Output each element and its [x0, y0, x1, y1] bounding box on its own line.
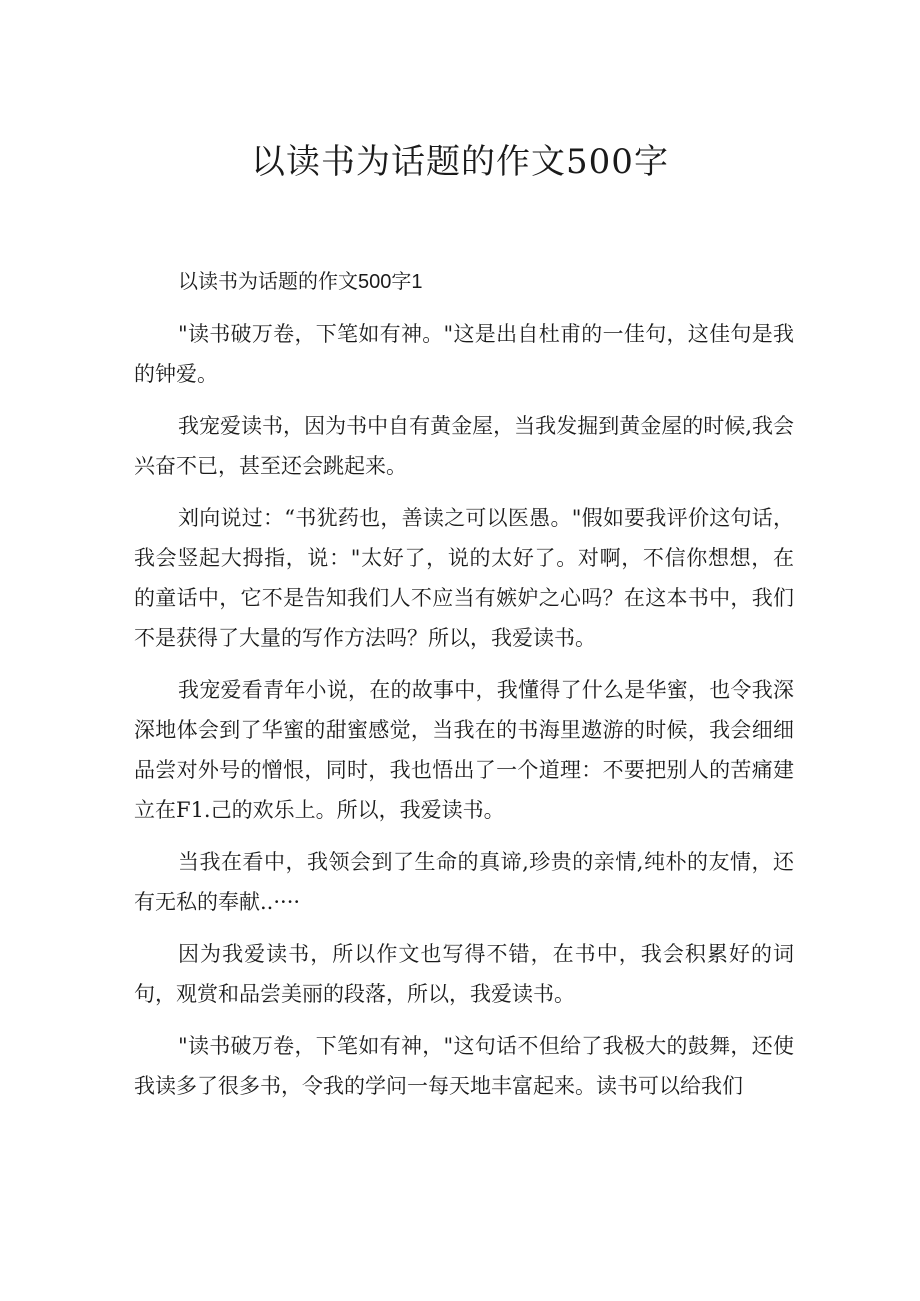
section-subtitle: 以读书为话题的作文500字1: [178, 271, 423, 293]
paragraph: 刘向说过：“书犹药也，善读之可以医愚。"假如要我评价这句话，我会竖起大拇指，说："太好了，说的太好了。对啊，不信你想想，在的童话中，它不是告知我们人不应当有嫉妒之心吗？在这本书中，我们不是获得了大量的写作方法吗？所以，我爱读书。: [134, 506, 794, 650]
paragraph: 我宠爱读书，因为书中自有黄金屋，当我发掘到黄金屋的时候,我会兴奋不已，甚至还会跳起来。: [134, 414, 794, 478]
paragraph: "读书破万卷，下笔如有神，"这句话不但给了我极大的鼓舞，还使我读多了很多书，令我的学问一每天地丰富起来。读书可以给我们: [134, 1034, 794, 1098]
paragraph: 因为我爱读书，所以作文也写得不错，在书中，我会积累好的词句，观赏和品尝美丽的段落，所以，我爱读书。: [134, 942, 794, 1006]
paragraph: "读书破万卷，下笔如有神。"这是出自杜甫的一佳句，这佳句是我的钟爱。: [134, 322, 794, 386]
document-title: 以读书为话题的作文500字: [251, 142, 669, 182]
document-body: [134, 262, 794, 1118]
paragraph: 当我在看中，我领会到了生命的真谛,珍贵的亲情,纯朴的友情，还有无私的奉献..····: [134, 850, 794, 914]
paragraph: 我宠爱看青年小说，在的故事中，我懂得了什么是华蜜，也令我深深地体会到了华蜜的甜蜜感觉，当我在的书海里遨游的时候，我会细细品尝对外号的憎恨，同时，我也悟出了一个道理：不要把别人的苦痛建立在F1.己的欢乐上。所以，我爱读书。: [134, 678, 794, 822]
